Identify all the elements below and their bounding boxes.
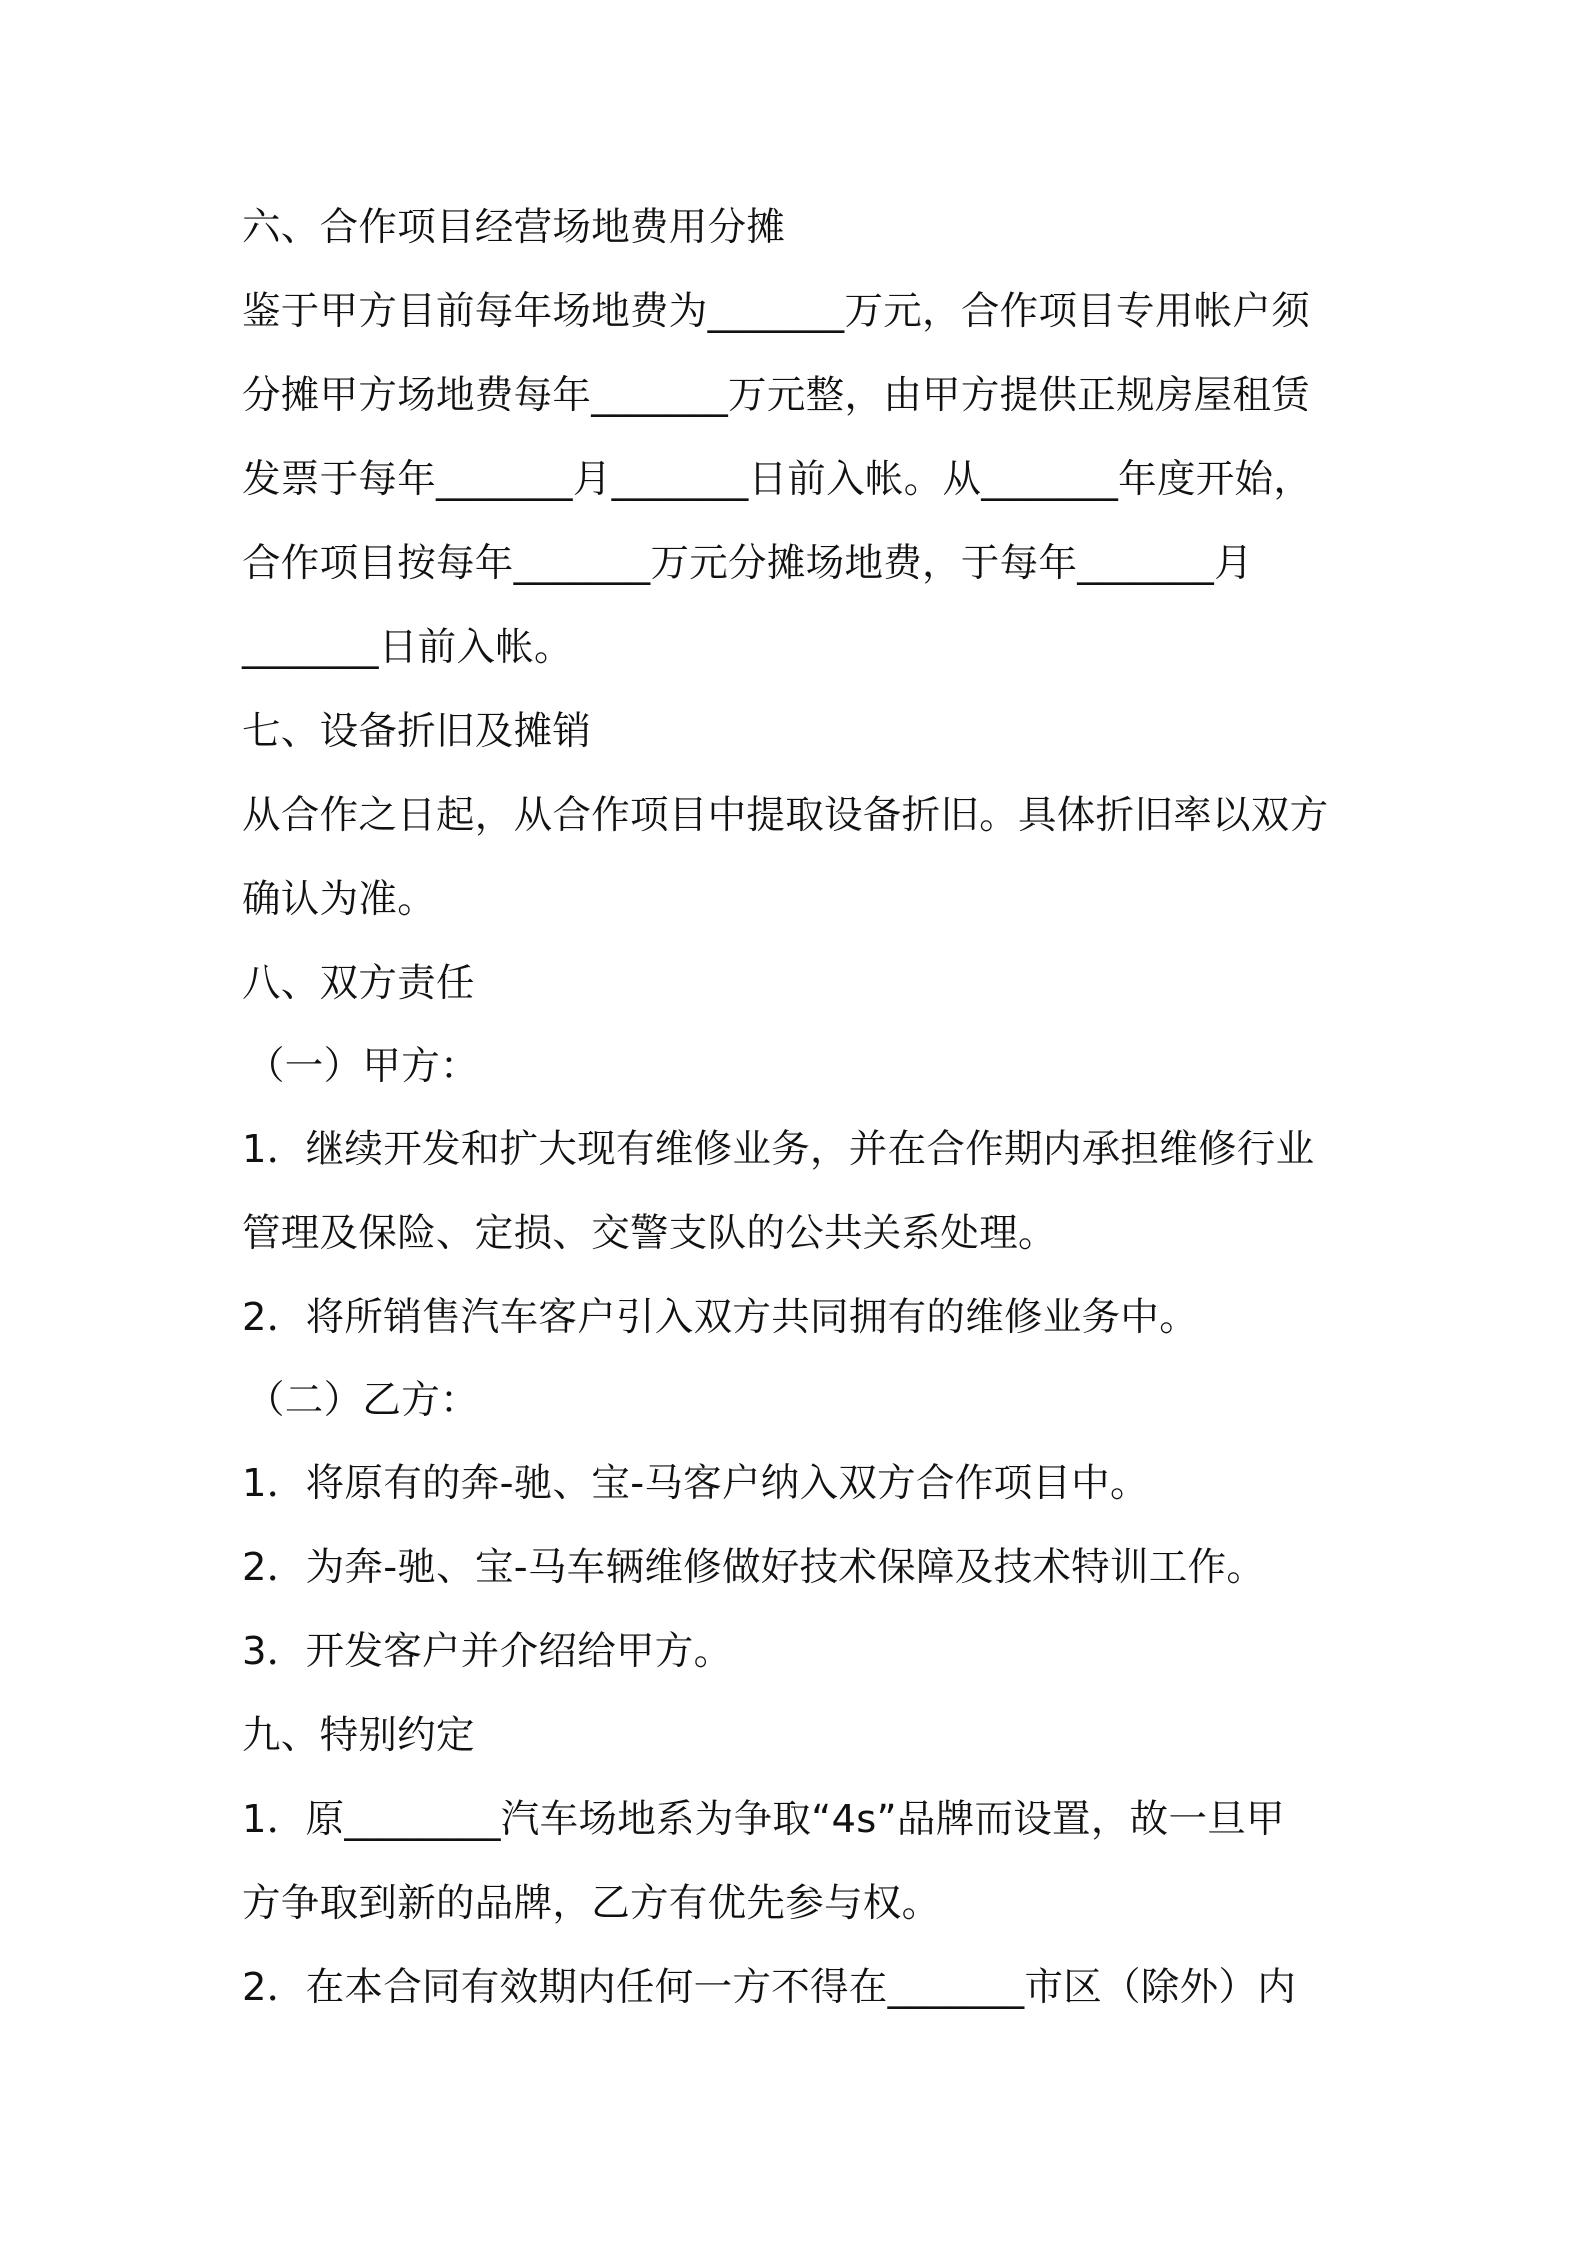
paragraph-line: 方争取到新的品牌，乙方有优先参与权。 [242, 1881, 941, 1926]
section-heading-6: 六、合作项目经营场地费用分摊 [242, 205, 786, 250]
list-item: 2．为奔-驰、宝-马车辆维修做好技术保障及技术特训工作。 [242, 1545, 1266, 1590]
paragraph-line: 确认为准。 [242, 877, 437, 922]
paragraph-line: 鉴于甲方目前每年场地费为_______万元，合作项目专用帐户须 [242, 289, 1311, 334]
list-item: 2．在本合同有效期内任何一方不得在_______市区（除外）内 [242, 1965, 1297, 2010]
paragraph-line: 从合作之日起，从合作项目中提取设备折旧。具体折旧率以双方 [242, 793, 1329, 838]
paragraph-line: 分摊甲方场地费每年_______万元整，由甲方提供正规房屋租赁 [242, 373, 1311, 418]
paragraph-line: _______日前入帐。 [242, 625, 573, 670]
list-item: 1．原________汽车场地系为争取“4s”品牌而设置，故一旦甲 [242, 1797, 1285, 1842]
list-item: 1．将原有的奔-驰、宝-马客户纳入双方合作项目中。 [242, 1461, 1149, 1506]
subsection-heading-party-b: （二）乙方： [246, 1378, 479, 1423]
subsection-heading-party-a: （一）甲方： [246, 1044, 479, 1089]
section-heading-8: 八、双方责任 [242, 961, 475, 1006]
section-heading-7: 七、设备折旧及摊销 [242, 709, 592, 754]
paragraph-line: 管理及保险、定损、交警支队的公共关系处理。 [242, 1211, 1057, 1256]
list-item: 1．继续开发和扩大现有维修业务，并在合作期内承担维修行业 [242, 1127, 1315, 1172]
paragraph-line: 合作项目按每年_______万元分摊场地费，于每年_______月 [242, 541, 1253, 586]
paragraph-line: 发票于每年_______月_______日前入帐。从_______年度开始， [242, 457, 1313, 502]
list-item: 3．开发客户并介绍给甲方。 [242, 1629, 733, 1674]
section-heading-9: 九、特别约定 [242, 1713, 475, 1758]
list-item: 2．将所销售汽车客户引入双方共同拥有的维修业务中。 [242, 1295, 1198, 1340]
